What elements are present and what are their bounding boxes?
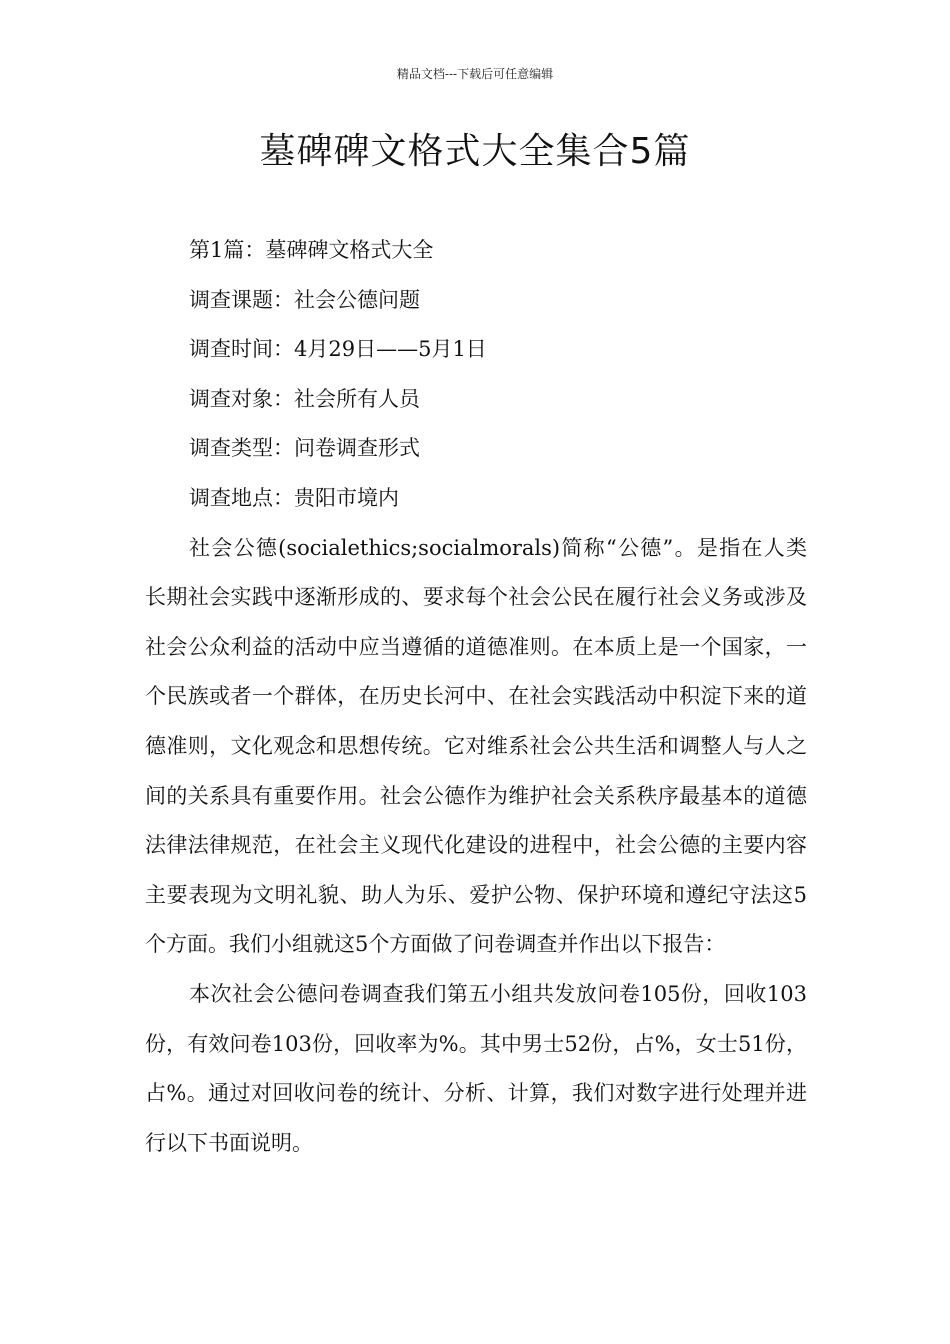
survey-topic: 调查课题：社会公德问题 <box>189 287 420 312</box>
survey-location: 调查地点：贵阳市境内 <box>189 485 399 510</box>
section-heading: 第1篇：墓碑碑文格式大全 <box>189 238 434 262</box>
paragraph-survey-results: 本次社会公德问卷调查我们第五小组共发放问卷105份，回收103份，有效问卷103份，回收率为%。其中男士52份，占%，女士51份，占%。通过对回收问卷的统计、分析、计算，我们对数字进行处理并进行以下书面说明。 <box>145 981 807 1155</box>
paragraph-public-morality: 社会公德(socialethics;socialmorals)简称“公德”。是指在人类长期社会实践中逐渐形成的、要求每个社会公民在履行社会义务或涉及社会公众利益的活动中应当遵循的道德准则。在本质上是一个国家，一个民族或者一个群体，在历史长河中、在社会实践活动中积淀下来的道德准则，文化观念和思想传统。它对维系社会公共生活和调整人与人之间的关系具有重要作用。社会公德作为维护社会关系秩序最基本的道德法律法律规范，在社会主义现代化建设的进程中，社会公德的主要内容主要表现为文明礼貌、助人为乐、爱护公物、保护环境和遵纪守法这5个方面。我们小组就这5个方面做了问卷调查并作出以下报告： <box>145 535 807 957</box>
survey-subjects: 调查对象：社会所有人员 <box>189 386 420 411</box>
header-note: 精品文档---下载后可任意编辑 <box>396 67 554 81</box>
document-title: 墓碑碑文格式大全集合5篇 <box>259 131 691 172</box>
survey-type: 调查类型：问卷调查形式 <box>189 436 420 461</box>
survey-time: 调查时间：4月29日——5月1日 <box>189 337 487 362</box>
document-body <box>145 226 807 1168</box>
